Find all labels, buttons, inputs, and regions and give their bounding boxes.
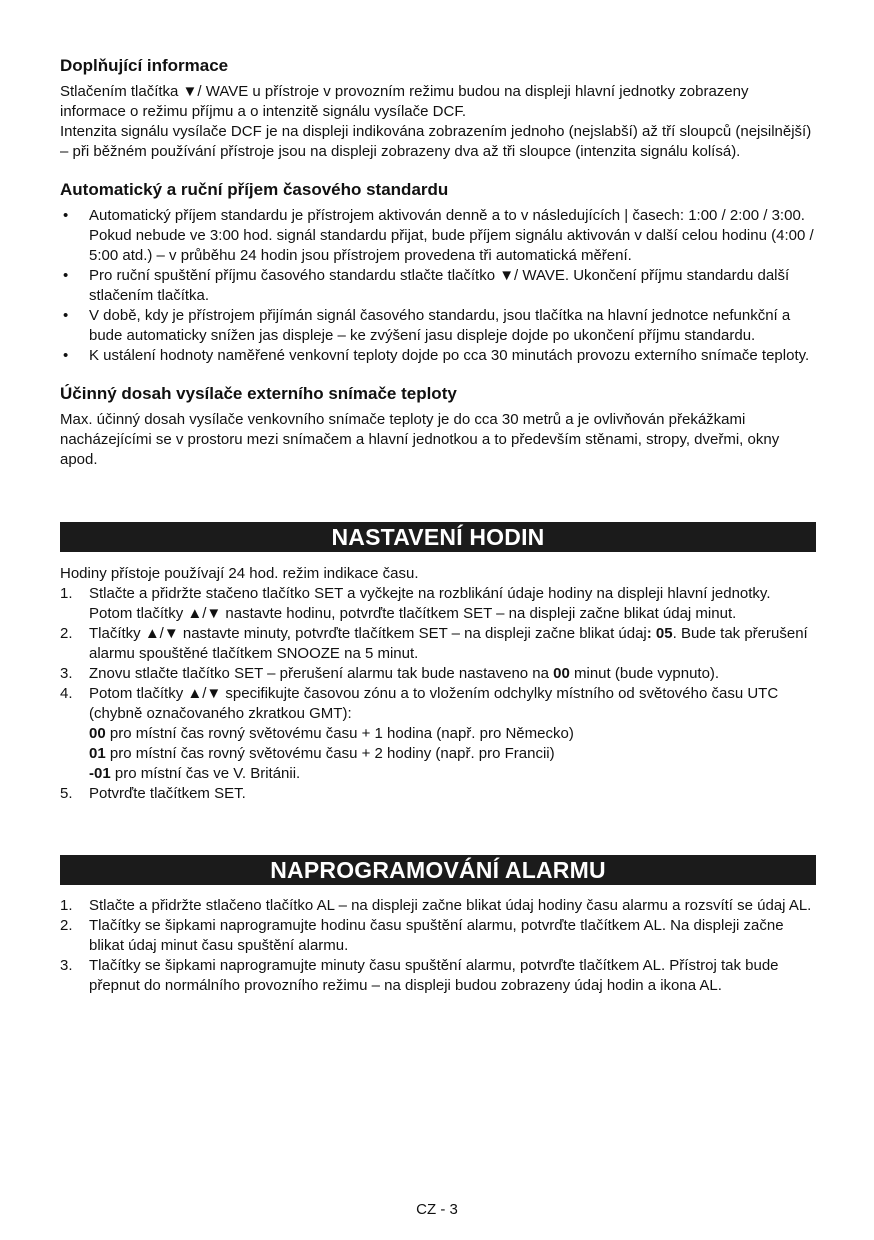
list-item: • Pro ruční spuštění příjmu časového standardu stlačte tlačítko ▼/ WAVE. Ukončení příjmu standardu další stlačením tlačítka. — [60, 266, 816, 306]
step-number: 3. — [60, 665, 73, 682]
step-text: Stlačte a přidržte stačeno tlačítko SET a vyčkejte na rozblikání údaje hodiny na displeji hlavní jednotky. Potom tlačítky ▲/▼ nastavte hodinu, potvrďte tlačítkem SET – na displeji začne blikat údaj minut. — [89, 585, 771, 622]
zone-desc: pro místní čas rovný světovému času + 2 hodiny (např. pro Francii) — [105, 745, 555, 762]
alarm-steps — [60, 896, 816, 996]
reception-heading: Automatický a ruční příjem časového standardu — [60, 180, 449, 199]
list-item: • Automatický příjem standardu je přístrojem aktivován denně a to v následujících | časech: 1:00 / 2:00 / 3:00. Pokud nebude ve 3:00 hod. signál standardu přijat, bude příjem signálu aktivován v další celou hodinu (4:00 / 5:00 atd.) – v průběhu 24 hodin jsou přístrojem provedena tři automatická měření. — [60, 206, 816, 266]
step-text: Potom tlačítky ▲/▼ specifikujte časovou zónu a to vložením odchylky místního od světového času UTC (chybně označovaného zkratkou GMT): — [89, 685, 779, 722]
clock-intro: Hodiny přístoje používají 24 hod. režim indikace času. — [60, 565, 419, 582]
list-item — [60, 584, 816, 624]
range-paragraph: Max. účinný dosah vysílače venkovního snímače teploty je do cca 30 metrů a je ovlivňován překážkami nacházejícími se v prostoru mezi snímačem a hlavní jednotkou a to především stěnami, stropy, dveřmi, okny apod. — [60, 411, 780, 468]
list-item — [60, 956, 816, 996]
step-text: Znovu stlačte tlačítko SET – přerušení alarmu tak bude nastaveno na — [89, 665, 554, 682]
list-item — [60, 664, 816, 684]
info-paragraph-1: Stlačením tlačítka ▼/ WAVE u přístroje v provozním režimu budou na displeji hlavní jednotky zobrazeny informace o režimu příjmu a o intenzitě signálu vysílače DCF. — [60, 83, 749, 120]
list-item — [60, 896, 816, 916]
step-number: 1. — [60, 585, 73, 602]
clock-steps — [60, 584, 816, 804]
zone-desc: pro místní čas ve V. Británii. — [110, 765, 301, 782]
zone-code: 00 — [89, 725, 106, 742]
info-paragraph-2: Intenzita signálu vysílače DCF je na displeji indikována zobrazením jednoho (nejslabší) až tří sloupců (nejsilnější) – při běžném používání přístroje jsou na displeji zobrazeny dva až tři sloupce (intenzita signálu kolísá). — [60, 123, 812, 160]
zone-code: -01 — [89, 765, 111, 782]
list-item — [60, 916, 816, 956]
step-number: 3. — [60, 957, 73, 974]
step-text: Potvrďte tlačítkem SET. — [89, 785, 246, 802]
step-number: 4. — [60, 685, 73, 702]
clock-section-banner: NASTAVENÍ HODIN — [60, 522, 816, 552]
document-page — [60, 55, 816, 996]
list-item: • K ustálení hodnoty naměřené venkovní teploty dojde po cca 30 minutách provozu externího snímače teploty. — [60, 346, 816, 366]
step-text: Tlačítky se šipkami naprogramujte minuty času spuštění alarmu, potvrďte tlačítkem AL. Přístroj tak bude přepnut do normálního provozního režimu – na displeji budou zobrazeny údaj hodin a ikona AL. — [89, 957, 779, 994]
range-heading: Účinný dosah vysílače externího snímače teploty — [60, 384, 457, 403]
step-text: Tlačítky ▲/▼ nastavte minuty, potvrďte tlačítkem SET – na displeji začne blikat údaj — [89, 625, 647, 642]
zone-code: 01 — [89, 745, 106, 762]
step-number: 2. — [60, 917, 73, 934]
step-text-tail: minut (bude vypnuto). — [569, 665, 720, 682]
step-text: Tlačítky se šipkami naprogramujte hodinu času spuštění alarmu, potvrďte tlačítkem AL. Na displeji začne blikat údaj minut času spuštění alarmu. — [89, 917, 784, 954]
list-item — [60, 684, 816, 784]
step-text-tail: . Bude tak přerušení alarmu spouštěné tlačítkem SNOOZE na 5 minut. — [89, 625, 808, 662]
list-item: • V době, kdy je přístrojem přijímán signál časového standardu, jsou tlačítka na hlavní jednotce nefunkční a bude automaticky snížen jas displeje – ke zvýšení jasu displeje dojde po ukončení příjmu standardu. — [60, 306, 816, 346]
step-value: 00 — [553, 665, 570, 682]
reception-list — [60, 206, 816, 366]
step-number: 5. — [60, 785, 73, 802]
page-number: CZ - 3 — [416, 1201, 458, 1218]
list-item — [60, 784, 816, 804]
step-value: : 05 — [646, 625, 673, 642]
zone-desc: pro místní čas rovný světovému času + 1 hodina (např. pro Německo) — [105, 725, 574, 742]
list-item — [60, 624, 816, 664]
info-heading: Doplňující informace — [60, 56, 229, 75]
step-text: Stlačte a přidržte stlačeno tlačítko AL – na displeji začne blikat údaj hodiny času alarmu a rozsvítí se údaj AL. — [89, 897, 812, 914]
step-number: 1. — [60, 897, 73, 914]
step-number: 2. — [60, 625, 73, 642]
alarm-section-banner: NAPROGRAMOVÁNÍ ALARMU — [60, 855, 816, 885]
